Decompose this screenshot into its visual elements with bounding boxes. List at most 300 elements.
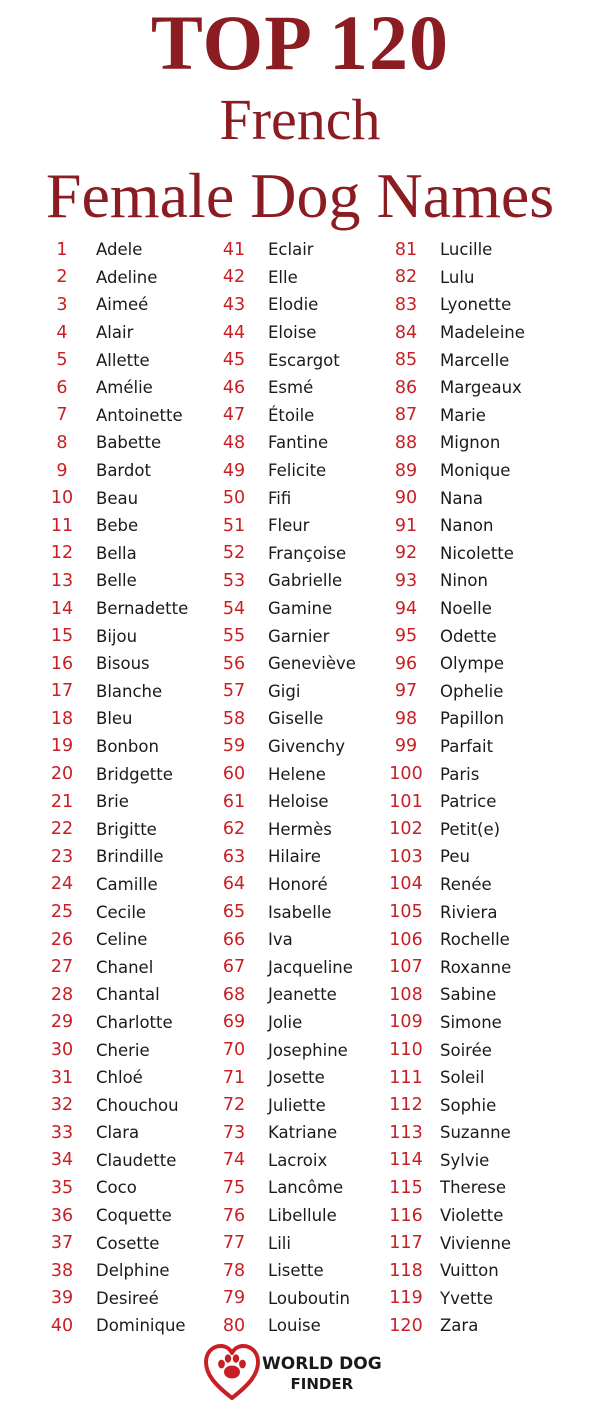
rank-number: 8 [56, 432, 68, 453]
rank-number: 48 [222, 432, 246, 453]
list-item [216, 1174, 390, 1202]
dog-name: Bardot [96, 461, 151, 481]
list-item [388, 264, 578, 292]
rank-number: 56 [222, 653, 246, 674]
dog-name: Simone [440, 1012, 502, 1032]
dog-name: Riviera [440, 902, 498, 922]
rank-number: 108 [389, 984, 423, 1005]
dog-name: Louise [268, 1316, 321, 1336]
list-item [216, 264, 390, 292]
rank-number: 57 [222, 681, 246, 702]
rank-number: 99 [394, 736, 418, 757]
rank-number: 26 [50, 929, 74, 950]
dog-name: Antoinette [96, 405, 183, 425]
list-item [388, 1064, 578, 1092]
dog-name: Noelle [440, 599, 492, 619]
logo-text [262, 1354, 382, 1394]
list-item [216, 595, 390, 623]
list-item [216, 429, 390, 457]
list-item [388, 898, 578, 926]
rank-number: 73 [222, 1122, 246, 1143]
rank-number: 115 [389, 1177, 423, 1198]
rank-number: 86 [394, 377, 418, 398]
dog-name: Eloise [268, 323, 317, 343]
dog-name: Lyonette [440, 295, 512, 315]
list-item [216, 319, 390, 347]
rank-number: 75 [222, 1177, 246, 1198]
rank-number: 12 [50, 543, 74, 564]
dog-name: Coco [96, 1178, 137, 1198]
list-item [388, 567, 578, 595]
names-column-3 [388, 236, 578, 1341]
list-item [216, 236, 390, 264]
dog-name: Eclair [268, 240, 314, 260]
list-item [216, 1229, 390, 1257]
list-item [44, 291, 214, 319]
dog-name: Chouchou [96, 1095, 179, 1115]
list-item [44, 567, 214, 595]
dog-name: Renée [440, 874, 492, 894]
rank-number: 69 [222, 1012, 246, 1033]
list-item [388, 843, 578, 871]
dog-name: Givenchy [268, 736, 346, 756]
dog-name: Bebe [96, 516, 139, 536]
rank-number: 103 [389, 846, 423, 867]
dog-name: Jolie [268, 1012, 303, 1032]
dog-name: Amélie [96, 378, 153, 398]
list-item [388, 236, 578, 264]
list-item [44, 1202, 214, 1230]
list-item [388, 429, 578, 457]
dog-name: Iva [268, 930, 293, 950]
dog-name: Desireé [96, 1288, 159, 1308]
list-item [216, 484, 390, 512]
dog-name: Nicolette [440, 543, 514, 563]
list-item [388, 346, 578, 374]
rank-number: 102 [389, 819, 423, 840]
rank-number: 119 [389, 1288, 423, 1309]
list-item [388, 1312, 578, 1340]
list-item [216, 1009, 390, 1037]
list-item [216, 622, 390, 650]
rank-number: 29 [50, 1012, 74, 1033]
list-item [216, 1257, 390, 1285]
world-dog-finder-logo [196, 1340, 396, 1404]
list-item [44, 346, 214, 374]
list-item [388, 1229, 578, 1257]
list-item [44, 788, 214, 816]
list-item [44, 733, 214, 761]
rank-number: 55 [222, 626, 246, 647]
dog-name: Lucille [440, 240, 493, 260]
rank-number: 120 [389, 1315, 423, 1336]
dog-name: Hermès [268, 819, 332, 839]
dog-name: Honoré [268, 874, 328, 894]
dog-name: Vivienne [440, 1233, 512, 1253]
dog-name: Étoile [268, 405, 315, 425]
dog-name: Violette [440, 1206, 504, 1226]
dog-name: Adele [96, 240, 143, 260]
dog-name: Lacroix [268, 1150, 328, 1170]
rank-number: 96 [394, 653, 418, 674]
rank-number: 34 [50, 1150, 74, 1171]
list-item [44, 1064, 214, 1092]
rank-number: 84 [394, 322, 418, 343]
rank-number: 41 [222, 239, 246, 260]
list-item [388, 871, 578, 899]
rank-number: 36 [50, 1205, 74, 1226]
rank-number: 87 [394, 405, 418, 426]
rank-number: 6 [56, 377, 68, 398]
dog-name: Heloise [268, 792, 329, 812]
dog-name: Lili [268, 1233, 291, 1253]
rank-number: 4 [56, 322, 68, 343]
list-item [44, 1312, 214, 1340]
dog-name: Fifi [268, 488, 292, 508]
list-item [388, 1091, 578, 1119]
rank-number: 68 [222, 984, 246, 1005]
list-item [44, 540, 214, 568]
dog-name: Monique [440, 461, 511, 481]
list-item [216, 953, 390, 981]
names-column-2 [216, 236, 390, 1341]
dog-name: Cosette [96, 1233, 160, 1253]
list-item [388, 595, 578, 623]
dog-name: Charlotte [96, 1012, 173, 1032]
list-item [216, 1147, 390, 1175]
list-item [388, 788, 578, 816]
list-item [44, 1009, 214, 1037]
dog-name: Sabine [440, 985, 497, 1005]
dog-name: Chanel [96, 957, 154, 977]
rank-number: 50 [222, 488, 246, 509]
rank-number: 101 [389, 791, 423, 812]
list-item [216, 981, 390, 1009]
dog-name: Garnier [268, 626, 330, 646]
page-subtitle-french: French [219, 87, 381, 152]
list-item [44, 871, 214, 899]
list-item [216, 1036, 390, 1064]
rank-number: 81 [394, 239, 418, 260]
rank-number: 89 [394, 460, 418, 481]
dog-name: Sylvie [440, 1150, 490, 1170]
list-item [44, 402, 214, 430]
dog-name: Suzanne [440, 1123, 511, 1143]
list-item [44, 843, 214, 871]
dog-name: Louboutin [268, 1288, 350, 1308]
dog-name: Bernadette [96, 599, 189, 619]
dog-name: Dominique [96, 1316, 186, 1336]
list-item [216, 1091, 390, 1119]
dog-name: Fleur [268, 516, 310, 536]
list-item [388, 1174, 578, 1202]
rank-number: 79 [222, 1288, 246, 1309]
dog-name: Clara [96, 1123, 140, 1143]
list-item [388, 540, 578, 568]
rank-number: 66 [222, 929, 246, 950]
list-item [44, 1174, 214, 1202]
rank-number: 44 [222, 322, 246, 343]
list-item [388, 1202, 578, 1230]
dog-name: Brindille [96, 847, 164, 867]
list-item [44, 1119, 214, 1147]
rank-number: 61 [222, 791, 246, 812]
dog-name: Ninon [440, 571, 488, 591]
list-item [216, 1312, 390, 1340]
rank-number: 27 [50, 957, 74, 978]
rank-number: 20 [50, 764, 74, 785]
rank-number: 80 [222, 1315, 246, 1336]
rank-number: 2 [56, 267, 68, 288]
rank-number: 18 [50, 708, 74, 729]
list-item [44, 926, 214, 954]
list-item [388, 815, 578, 843]
list-item [216, 1064, 390, 1092]
list-item [388, 650, 578, 678]
dog-name: Françoise [268, 543, 347, 563]
dog-name: Soirée [440, 1040, 492, 1060]
dog-name: Geneviève [268, 654, 356, 674]
list-item [388, 1285, 578, 1313]
dog-name: Jeanette [268, 985, 337, 1005]
dog-name: Delphine [96, 1261, 170, 1281]
rank-number: 60 [222, 764, 246, 785]
rank-number: 14 [50, 598, 74, 619]
dog-name: Belle [96, 571, 137, 591]
rank-number: 58 [222, 708, 246, 729]
dog-name: Bleu [96, 709, 133, 729]
rank-number: 112 [389, 1095, 423, 1116]
rank-number: 95 [394, 626, 418, 647]
dog-name: Cecile [96, 902, 147, 922]
dog-name: Brie [96, 792, 129, 812]
rank-number: 107 [389, 957, 423, 978]
rank-number: 117 [389, 1233, 423, 1254]
list-item [216, 650, 390, 678]
dog-name: Bella [96, 543, 137, 563]
rank-number: 3 [56, 294, 68, 315]
list-item [44, 1257, 214, 1285]
dog-name: Marie [440, 405, 486, 425]
rank-number: 65 [222, 902, 246, 923]
list-item [216, 733, 390, 761]
list-item [388, 622, 578, 650]
dog-name: Marcelle [440, 350, 510, 370]
list-item [44, 1285, 214, 1313]
rank-number: 45 [222, 350, 246, 371]
rank-number: 78 [222, 1260, 246, 1281]
dog-name: Olympe [440, 654, 505, 674]
list-item [44, 815, 214, 843]
list-item [388, 402, 578, 430]
list-item [388, 705, 578, 733]
list-item [216, 512, 390, 540]
rank-number: 105 [389, 902, 423, 923]
rank-number: 116 [389, 1205, 423, 1226]
rank-number: 106 [389, 929, 423, 950]
list-item [44, 705, 214, 733]
rank-number: 77 [222, 1233, 246, 1254]
dog-name: Jacqueline [268, 957, 353, 977]
dog-name: Peu [440, 847, 470, 867]
dog-name: Parfait [440, 736, 494, 756]
rank-number: 1 [56, 239, 68, 260]
dog-name: Petit(e) [440, 819, 501, 839]
dog-name: Fantine [268, 433, 329, 453]
rank-number: 94 [394, 598, 418, 619]
dog-name: Yvette [440, 1288, 494, 1308]
dog-name: Claudette [96, 1150, 177, 1170]
dog-name: Blanche [96, 681, 163, 701]
dog-name: Josette [268, 1068, 325, 1088]
dog-name: Gabrielle [268, 571, 343, 591]
rank-number: 114 [389, 1150, 423, 1171]
page-subtitle-female-dog-names: Female Dog Names [45, 160, 555, 231]
dog-name: Lulu [440, 267, 475, 287]
list-item [388, 319, 578, 347]
list-item [388, 926, 578, 954]
rank-number: 67 [222, 957, 246, 978]
list-item [388, 733, 578, 761]
list-item [44, 595, 214, 623]
heart-paw-icon [202, 1340, 262, 1404]
dog-name: Elodie [268, 295, 319, 315]
list-item [44, 374, 214, 402]
dog-name: Cherie [96, 1040, 150, 1060]
list-item [388, 1009, 578, 1037]
rank-number: 54 [222, 598, 246, 619]
list-item [44, 1229, 214, 1257]
rank-number: 51 [222, 515, 246, 536]
rank-number: 17 [50, 681, 74, 702]
dog-name: Aimeé [96, 295, 149, 315]
rank-number: 53 [222, 570, 246, 591]
dog-name: Hilaire [268, 847, 321, 867]
list-item [216, 760, 390, 788]
dog-name: Bisous [96, 654, 150, 674]
list-item [216, 705, 390, 733]
rank-number: 5 [56, 350, 68, 371]
list-item [216, 346, 390, 374]
list-item [44, 457, 214, 485]
dog-name: Chloé [96, 1068, 143, 1088]
list-item [44, 429, 214, 457]
list-item [216, 1285, 390, 1313]
names-list [0, 236, 600, 1341]
dog-name: Elle [268, 267, 298, 287]
rank-number: 64 [222, 874, 246, 895]
dog-name: Escargot [268, 350, 340, 370]
rank-number: 52 [222, 543, 246, 564]
list-item [388, 981, 578, 1009]
rank-number: 7 [56, 405, 68, 426]
dog-name: Odette [440, 626, 497, 646]
rank-number: 110 [389, 1040, 423, 1061]
dog-name: Allette [96, 350, 150, 370]
list-item [44, 1147, 214, 1175]
rank-number: 91 [394, 515, 418, 536]
dog-name: Felicite [268, 461, 327, 481]
dog-name: Bridgette [96, 764, 173, 784]
rank-number: 35 [50, 1177, 74, 1198]
dog-name: Chantal [96, 985, 160, 1005]
dog-name: Brigitte [96, 819, 157, 839]
list-item [44, 1091, 214, 1119]
rank-number: 32 [50, 1095, 74, 1116]
rank-number: 16 [50, 653, 74, 674]
rank-number: 49 [222, 460, 246, 481]
rank-number: 88 [394, 432, 418, 453]
dog-name: Zara [440, 1316, 479, 1336]
dog-name: Adeline [96, 267, 158, 287]
dog-name: Josephine [268, 1040, 348, 1060]
dog-name: Vuitton [440, 1261, 499, 1281]
rank-number: 40 [50, 1315, 74, 1336]
list-item [44, 264, 214, 292]
rank-number: 63 [222, 846, 246, 867]
list-item [388, 291, 578, 319]
rank-number: 82 [394, 267, 418, 288]
list-item [388, 953, 578, 981]
dog-name: Nana [440, 488, 484, 508]
logo-text-line1: WORLD DOG [262, 1354, 382, 1374]
rank-number: 118 [389, 1260, 423, 1281]
list-item [216, 1119, 390, 1147]
rank-number: 24 [50, 874, 74, 895]
logo-text-line2: FINDER [290, 1375, 354, 1393]
rank-number: 23 [50, 846, 74, 867]
list-item [388, 678, 578, 706]
rank-number: 38 [50, 1260, 74, 1281]
rank-number: 43 [222, 294, 246, 315]
dog-name: Gigi [268, 681, 301, 701]
list-item [216, 1202, 390, 1230]
rank-number: 13 [50, 570, 74, 591]
names-column-1 [44, 236, 214, 1341]
dog-name: Soleil [440, 1068, 485, 1088]
list-item [44, 1036, 214, 1064]
list-item [388, 1036, 578, 1064]
dog-name: Coquette [96, 1206, 172, 1226]
list-item [216, 567, 390, 595]
rank-number: 100 [389, 764, 423, 785]
rank-number: 31 [50, 1067, 74, 1088]
rank-number: 93 [394, 570, 418, 591]
rank-number: 19 [50, 736, 74, 757]
rank-number: 59 [222, 736, 246, 757]
list-item [216, 926, 390, 954]
list-item [44, 484, 214, 512]
dog-name: Rochelle [440, 930, 510, 950]
rank-number: 62 [222, 819, 246, 840]
list-item [44, 319, 214, 347]
dog-name: Camille [96, 874, 158, 894]
dog-name: Roxanne [440, 957, 512, 977]
dog-name: Helene [268, 764, 326, 784]
list-item [44, 981, 214, 1009]
rank-number: 71 [222, 1067, 246, 1088]
rank-number: 22 [50, 819, 74, 840]
list-item [44, 650, 214, 678]
rank-number: 76 [222, 1205, 246, 1226]
dog-name: Therese [440, 1178, 507, 1198]
list-item [216, 457, 390, 485]
list-item [388, 1147, 578, 1175]
rank-number: 74 [222, 1150, 246, 1171]
dog-name: Mignon [440, 433, 501, 453]
list-item [388, 374, 578, 402]
list-item [44, 760, 214, 788]
